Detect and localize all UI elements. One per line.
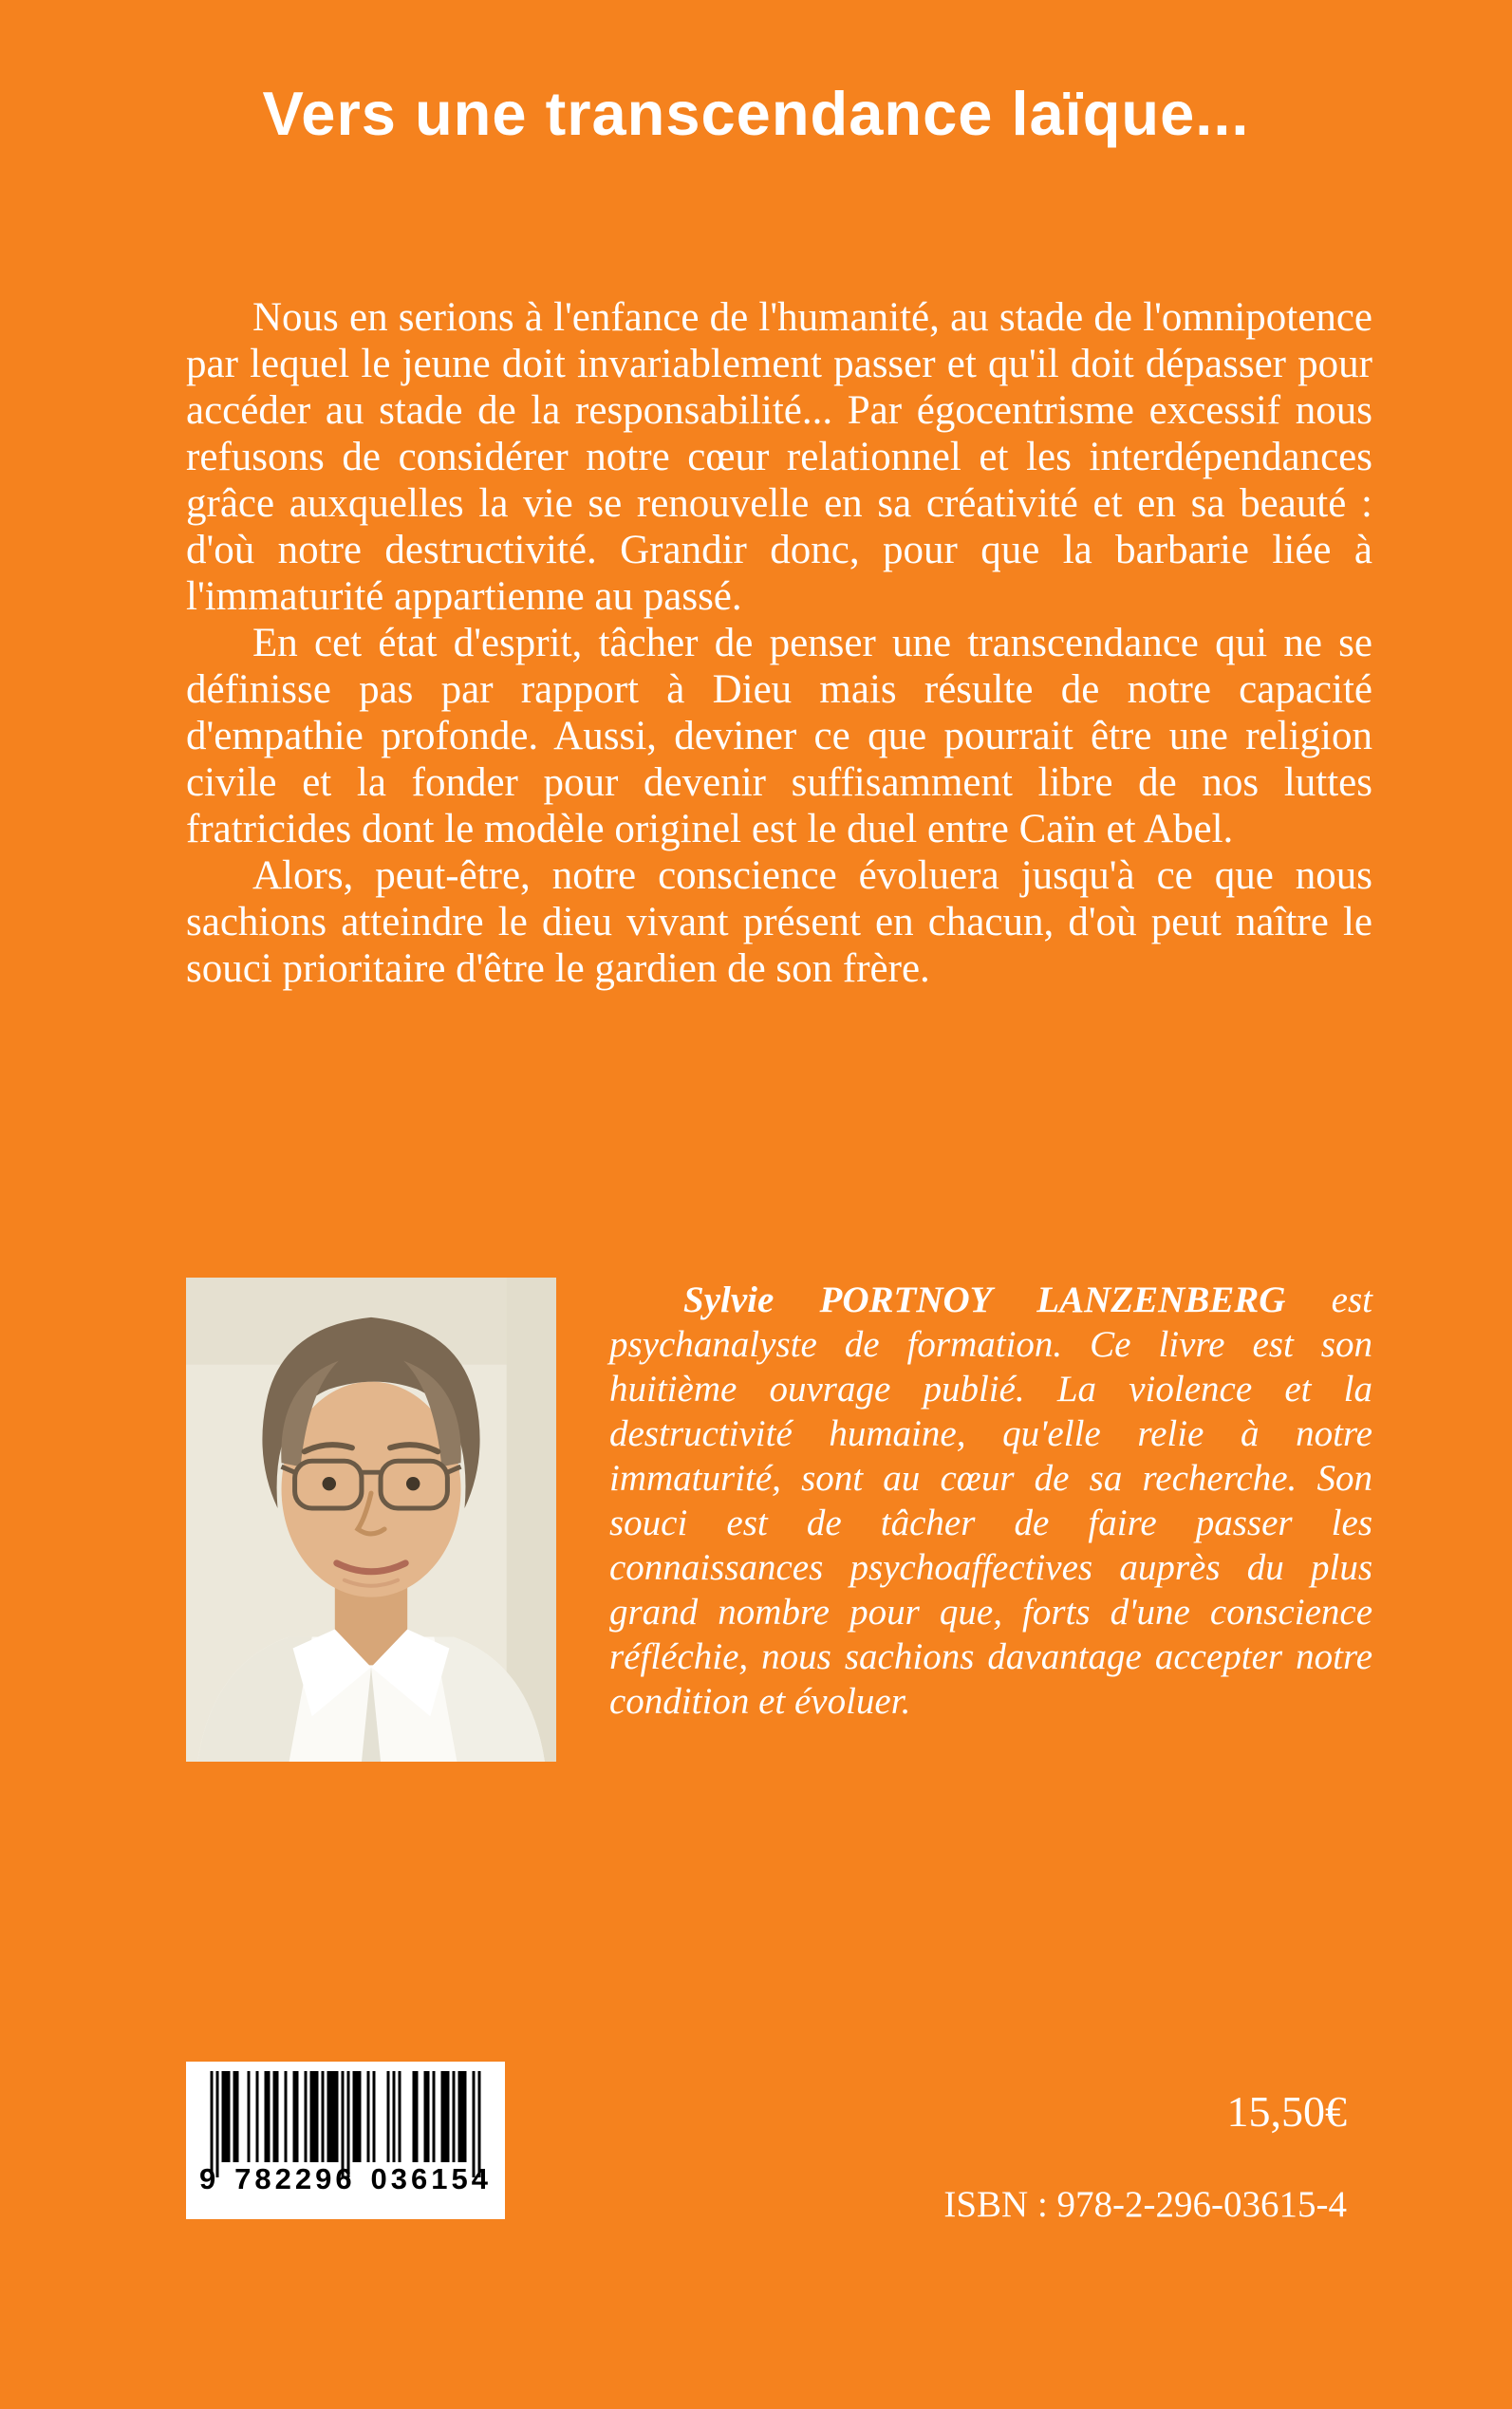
author-bio — [609, 1278, 1372, 1762]
author-bio-text: est psychanalyste de formation. Ce livre est son huitième ouvrage publié. La violence et la destructivité humaine, qu'elle relie à notre immaturité, sont au cœur de sa recherche. Son souci est de tâcher de faire passer les connaissances psychoaffectives auprès du plus grand nombre pour que, forts d'une conscience réfléchie, nous sachions davantage accepter notre condition et évoluer. — [609, 1279, 1372, 1722]
synopsis — [186, 294, 1372, 992]
barcode — [186, 2062, 505, 2219]
author-portrait-illustration — [186, 1278, 556, 1762]
barcode-digit-group: 9 — [199, 2162, 220, 2195]
author-name: Sylvie PORTNOY LANZENBERG — [683, 1279, 1286, 1320]
price: 15,50€ — [1226, 2087, 1347, 2136]
barcode-digit-group: 036154 — [370, 2162, 492, 2195]
author-section — [186, 1278, 1372, 1762]
book-title: Vers une transcendance laïque... — [262, 79, 1250, 148]
author-photo — [186, 1278, 556, 1762]
synopsis-paragraph: Alors, peut-être, notre conscience évoluera jusqu'à ce que nous sachions atteindre le dieu vivant présent en chacun, d'où peut naître le souci prioritaire d'être le gardien de son frère. — [186, 853, 1372, 991]
isbn: ISBN : 978-2-296-03615-4 — [943, 2184, 1347, 2225]
barcode-digit-group: 782296 — [234, 2162, 356, 2195]
synopsis-paragraph: En cet état d'esprit, tâcher de penser une transcendance qui ne se définisse pas par rapport à Dieu mais résulte de notre capacité d'empathie profonde. Aussi, deviner ce que pourrait être une religion civile et la fonder pour devenir suffisamment libre de nos luttes fratricides dont le modèle originel est le duel entre Caïn et Abel. — [186, 621, 1372, 851]
barcode-number — [197, 2164, 494, 2194]
synopsis-paragraph: Nous en serions à l'enfance de l'humanité, au stade de l'omnipotence par lequel le jeune doit invariablement passer et qu'il doit dépasser pour accéder au stade de la responsabilité... Par égocentrisme excessif nous refusons de considérer notre cœur relationnel et les interdépendances grâce auxquelles la vie se renouvelle en sa créativité et en sa beauté : d'où notre destructivité. Grandir donc, pour que la barbarie liée à l'immaturité appartienne au passé. — [186, 295, 1372, 619]
